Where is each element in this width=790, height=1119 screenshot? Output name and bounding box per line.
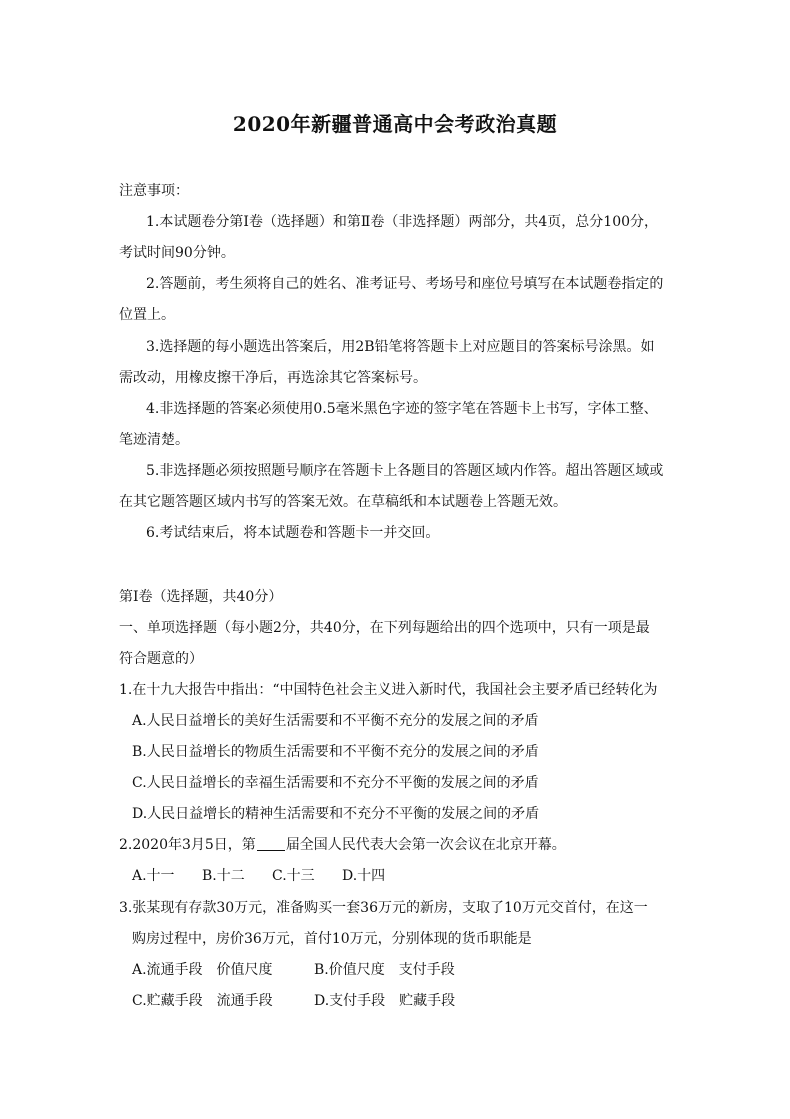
question-3-option-d: D.支付手段 贮藏手段: [314, 993, 456, 1009]
question-3-option-c: C.贮藏手段 流通手段: [132, 993, 273, 1009]
section-heading: 第Ⅰ卷（选择题，共40分）: [119, 589, 283, 605]
question-3-option-a: A.流通手段 价值尺度: [132, 962, 273, 978]
question-2-stem-before: 2.2020年3月5日，第: [119, 837, 256, 853]
question-1-option-b: B.人民日益增长的物质生活需要和不平衡不充分的发展之间的矛盾: [132, 744, 539, 760]
notes-heading: 注意事项：: [119, 183, 189, 199]
note-5-line-2: 在其它题答题区域内书写的答案无效。在草稿纸和本试题卷上答题无效。: [119, 494, 567, 510]
question-2-options: [132, 866, 385, 886]
question-3-stem-line-1: 3.张某现有存款30万元，准备购买一套36万元的新房，支取了10万元交首付，在这一: [119, 900, 648, 916]
note-2-line-1: 2.答题前，考生须将自己的姓名、准考证号、考场号和座位号填写在本试题卷指定的: [146, 276, 664, 292]
section-instruction-line-2: 符合题意的）: [119, 651, 203, 667]
question-2-option-a: A.十一: [132, 868, 175, 884]
note-1-line-1: 1.本试题卷分第Ⅰ卷（选择题）和第Ⅱ卷（非选择题）两部分，共4页，总分100分，: [146, 214, 659, 230]
section-instruction-line-1: 一、单项选择题（每小题2分，共40分，在下列每题给出的四个选项中，只有一项是最: [119, 620, 650, 636]
note-5-line-1: 5.非选择题必须按照题号顺序在答题卡上各题目的答题区域内作答。超出答题区域或: [146, 463, 664, 479]
note-3-line-2: 需改动，用橡皮擦干净后，再选涂其它答案标号。: [119, 370, 427, 386]
note-4-line-1: 4.非选择题的答案必须使用0.5毫米黑色字迹的签字笔在答题卡上书写，字体工整、: [146, 401, 658, 417]
question-3-option-b: B.价值尺度 支付手段: [314, 962, 455, 978]
question-2-option-c: C.十三: [272, 868, 315, 884]
note-2-line-2: 位置上。: [119, 307, 175, 323]
question-2-option-d: D.十四: [342, 868, 386, 884]
question-2-stem: [119, 835, 566, 855]
question-2-stem-after: 届全国人民代表大会第一次会议在北京开幕。: [285, 837, 566, 853]
note-4-line-2: 笔迹清楚。: [119, 432, 189, 448]
question-3-options-row-2: [132, 991, 455, 1011]
question-1-option-c: C.人民日益增长的幸福生活需要和不充分不平衡的发展之间的矛盾: [132, 775, 539, 791]
question-2-option-b: B.十二: [202, 868, 245, 884]
answer-blank: [257, 836, 285, 851]
question-1-option-a: A.人民日益增长的美好生活需要和不平衡不充分的发展之间的矛盾: [132, 713, 539, 729]
note-1-line-2: 考试时间90分钟。: [119, 245, 235, 261]
question-3-options-row-1: [132, 960, 455, 980]
question-1-option-d: D.人民日益增长的精神生活需要和不充分不平衡的发展之间的矛盾: [132, 806, 540, 822]
question-1-stem: 1.在十九大报告中指出：“中国特色社会主义进入新时代，我国社会主要矛盾已经转化为: [119, 682, 658, 698]
page-title: 2020年新疆普通高中会考政治真题: [232, 112, 558, 136]
question-3-stem-line-2: 购房过程中，房价36万元，首付10万元，分别体现的货币职能是: [132, 931, 532, 947]
note-6-line-1: 6.考试结束后，将本试题卷和答题卡一并交回。: [146, 525, 440, 541]
note-3-line-1: 3.选择题的每小题选出答案后，用2B铅笔将答题卡上对应题目的答案标号涂黑。如: [146, 339, 655, 355]
